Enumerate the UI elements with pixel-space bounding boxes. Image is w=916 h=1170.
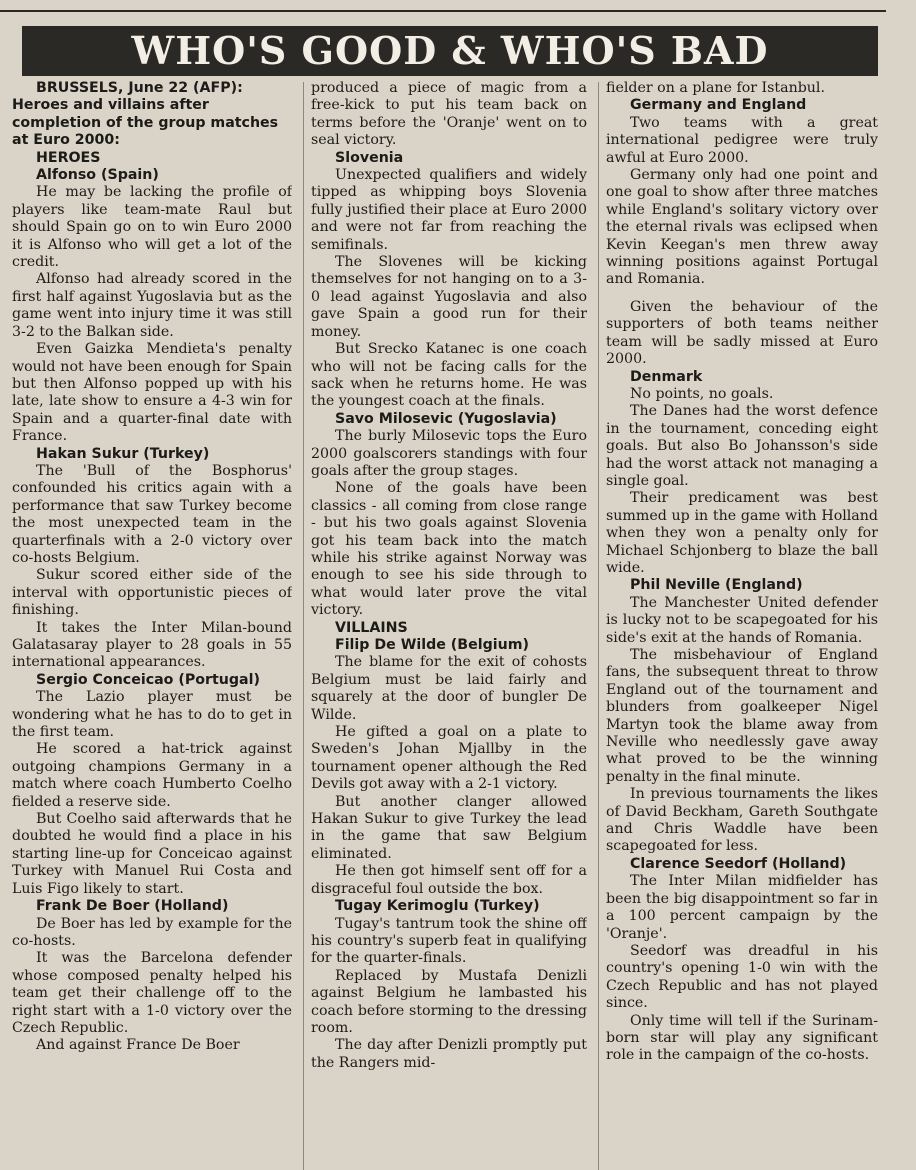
body-paragraph: Germany only had one point and one goal to show after three matches while England's solitary victory over the eternal rivals was eclipsed when Kevin Keegan's men threw away winning positions against Portugal and Romania.: [606, 167, 878, 288]
column-2: [311, 80, 587, 1170]
body-paragraph: But Srecko Katanec is one coach who will not be facing calls for the sack when he returns home. He was the youngest coach at the finals.: [311, 341, 587, 410]
body-paragraph: The 'Bull of the Bosphorus' confounded his critics again with a performance that saw Turkey become the most unexpected team in the quarterfinals with a 2-0 victory over co-hosts Belgium.: [12, 462, 292, 566]
body-paragraph: Tugay's tantrum took the shine off his country's superb feat in qualifying for the quarter-finals.: [311, 915, 587, 967]
player-heading: Filip De Wilde (Belgium): [335, 637, 529, 653]
body-paragraph: The Slovenes will be kicking themselves for not hanging on to a 3-0 lead against Yugoslavia and also gave Spain a good run for their money.: [311, 254, 587, 340]
body-paragraph: He may be lacking the profile of players like team-mate Raul but should Spain go on to win Euro 2000 it is Alfonso who will get a lot of the credit.: [12, 184, 292, 271]
player-heading: Hakan Sukur (Turkey): [36, 445, 210, 462]
body-paragraph: produced a piece of magic from a free-kick to put his team back on terms before the 'Oranje' went on to seal victory.: [311, 80, 587, 149]
body-paragraph: The Lazio player must be wondering what he has to do to get in the first team.: [12, 689, 292, 741]
column-3: [606, 80, 878, 1170]
body-paragraph: The burly Milosevic tops the Euro 2000 goalscorers standings with four goals after the group stages.: [311, 428, 587, 479]
body-paragraph: The Manchester United defender is lucky not to be scapegoated for his side's exit at the hands of Romania.: [606, 594, 878, 646]
body-paragraph: He gifted a goal on a plate to Sweden's Johan Mjallby in the tournament opener although the Red Devils got away with a 2-1 victory.: [311, 724, 587, 793]
body-paragraph: It takes the Inter Milan-bound Galatasaray player to 28 goals in 55 international appearances.: [12, 619, 292, 671]
body-paragraph: None of the goals have been classics - all coming from close range - but his two goals against Slovenia got his team back into the match while his strike against Norway was enough to see his side through to what would later prove the vital victory.: [311, 480, 587, 619]
body-paragraph: fielder on a plane for Istanbul.: [606, 80, 825, 96]
top-rule: [0, 10, 886, 12]
player-heading: Phil Neville (England): [630, 577, 803, 594]
dateline: BRUSSELS, June 22 (AFP):: [36, 80, 243, 96]
body-paragraph: The blame for the exit of cohosts Belgium must be laid fairly and squarely at the door of bungler De Wilde.: [311, 654, 587, 723]
body-paragraph: The Danes had the worst defence in the tournament, conceding eight goals. But also Bo Johansson's side had the worst attack not managing a single goal.: [606, 403, 878, 489]
headline: WHO'S GOOD & WHO'S BAD: [131, 28, 769, 73]
body-paragraph: The Inter Milan midfielder has been the big disappointment so far in a 100 percent campaign by the 'Oranje'.: [606, 873, 878, 942]
body-paragraph: But another clanger allowed Hakan Sukur to give Turkey the lead in the game that saw Belgium eliminated.: [311, 793, 587, 862]
player-heading: Alfonso (Spain): [36, 167, 159, 184]
body-paragraph: Two teams with a great international pedigree were truly awful at Euro 2000.: [606, 114, 878, 166]
player-heading: Frank De Boer (Holland): [36, 898, 229, 915]
section-heading-villains: VILLAINS: [335, 619, 408, 636]
body-paragraph: He scored a hat-trick against outgoing champions Germany in a match where coach Humberto Coelho fielded a reserve side.: [12, 741, 292, 810]
body-paragraph: He then got himself sent off for a disgraceful foul outside the box.: [311, 863, 587, 897]
body-paragraph: Unexpected qualifiers and widely tipped as whipping boys Slovenia fully justified their place at Euro 2000 and were not far from reaching the semifinals.: [311, 167, 587, 253]
body-paragraph: Sukur scored either side of the interval with opportunistic pieces of finishing.: [12, 567, 292, 619]
player-heading: Sergio Conceicao (Portugal): [36, 671, 260, 688]
player-heading: Denmark: [630, 368, 703, 385]
player-heading: Germany and England: [630, 97, 807, 114]
body-paragraph: No points, no goals.: [630, 385, 774, 402]
column-rule: [303, 82, 304, 1170]
body-paragraph: The misbehaviour of England fans, the subsequent threat to throw England out of the tournament and blunders from goalkeeper Nigel Martyn took the blame away from Neville who needlessly gave away what proved to be the winning penalty in the final minute.: [606, 647, 878, 785]
body-paragraph: And against France De Boer: [36, 1037, 240, 1054]
column-1: [12, 80, 292, 1170]
body-paragraph: In previous tournaments the likes of David Beckham, Gareth Southgate and Chris Waddle have been scapegoated for less.: [606, 786, 878, 855]
body-paragraph: Their predicament was best summed up in the game with Holland when they won a penalty only for Michael Schjonberg to blaze the ball wide.: [606, 490, 878, 576]
body-paragraph: The day after Denizli promptly put the Rangers mid-: [311, 1037, 587, 1071]
body-paragraph: Alfonso had already scored in the first half against Yugoslavia but as the game went into injury time it was still 3-2 to the Balkan side.: [12, 271, 292, 340]
player-heading: Slovenia: [335, 149, 404, 166]
body-paragraph: Only time will tell if the Surinam-born star will play any significant role in the campaign of the co-hosts.: [606, 1012, 878, 1064]
intro-text: Heroes and villains after completion of the group matches at Euro 2000:: [12, 97, 279, 149]
body-paragraph: Even Gaizka Mendieta's penalty would not have been enough for Spain but then Alfonso popped up with his late, late show to ensure a 4-3 win for Spain and a quarter-final date with France.: [12, 341, 292, 445]
player-heading: Savo Milosevic (Yugoslavia): [335, 410, 557, 427]
intro-paragraph: [12, 80, 292, 97]
body-paragraph: De Boer has led by example for the co-hosts.: [12, 915, 292, 949]
player-heading: Clarence Seedorf (Holland): [630, 855, 847, 872]
headline-banner: [22, 26, 878, 76]
column-rule: [598, 82, 599, 1170]
body-paragraph: Replaced by Mustafa Denizli against Belgium he lambasted his coach before storming to the dressing room.: [311, 967, 587, 1036]
body-paragraph: Seedorf was dreadful in his country's opening 1-0 win with the Czech Republic and has not played since.: [606, 942, 878, 1012]
body-paragraph: Given the behaviour of the supporters of both teams neither team will be sadly missed at Euro 2000.: [606, 298, 878, 368]
body-paragraph: But Coelho said afterwards that he doubted he would find a place in his starting line-up for Conceicao against Turkey with Manuel Rui Costa and Luis Figo likely to start.: [12, 811, 292, 897]
section-heading-heroes: HEROES: [36, 149, 101, 166]
body-paragraph: It was the Barcelona defender whose composed penalty helped his team get their challenge off to the right start with a 1-0 victory over the Czech Republic.: [12, 950, 292, 1036]
player-heading: Tugay Kerimoglu (Turkey): [335, 898, 540, 915]
